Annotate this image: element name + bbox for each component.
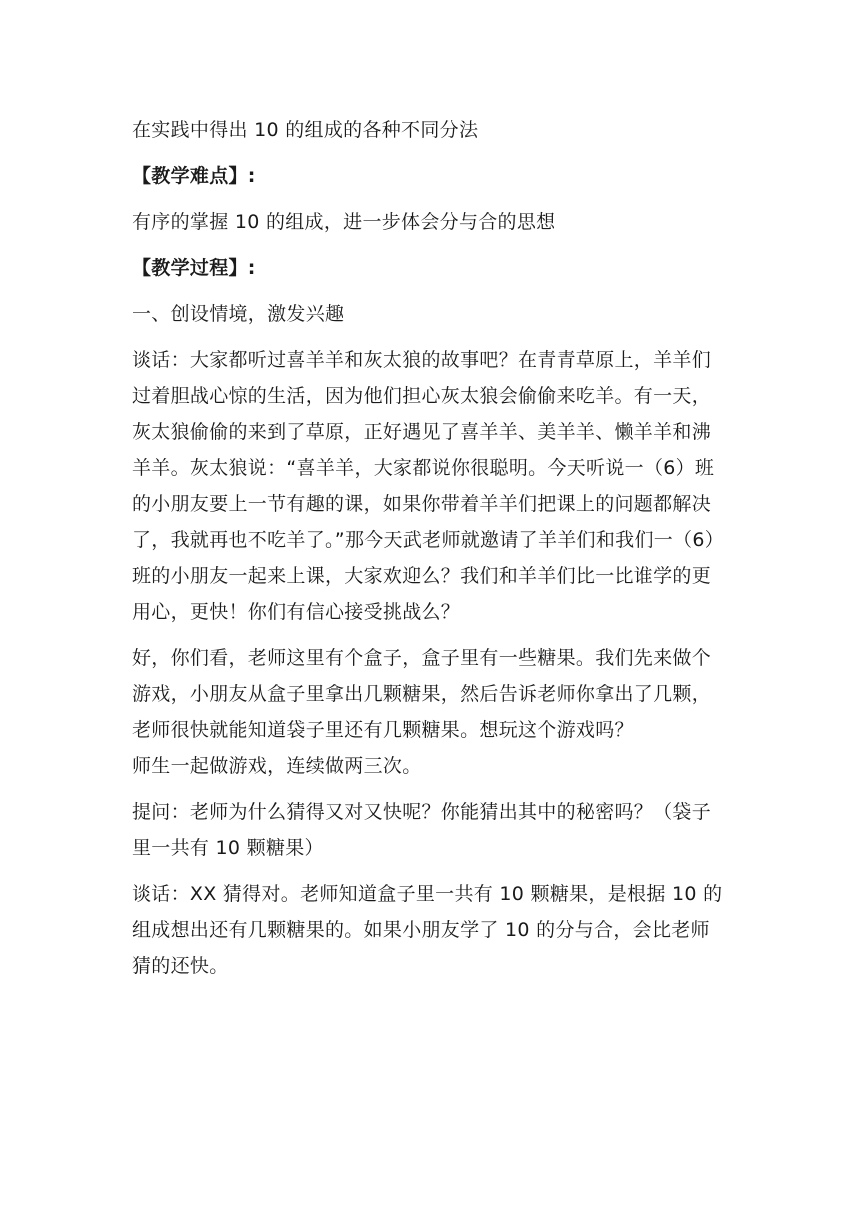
text-line: 师生一起做游戏，连续做两三次。 [132, 755, 422, 777]
heading-difficulty [132, 158, 728, 194]
text-line: 了，我就再也不吃羊了。”那今天武老师就邀请了羊羊们和我们一（6） [132, 529, 725, 551]
text-line: 组成想出还有几颗糖果的。如果小朋友学了 10 的分与合，会比老师 [132, 919, 710, 941]
text-line: 猜的还快。 [132, 955, 229, 977]
text-line: 的小朋友要上一节有趣的课，如果你带着羊羊们把课上的问题都解决 [132, 493, 712, 515]
text-line: 用心，更快！你们有信心接受挑战么？ [132, 601, 461, 623]
paragraph-story [132, 342, 728, 630]
text-line: 在实践中得出 10 的组成的各种不同分法 [132, 119, 479, 141]
paragraph-conclusion [132, 876, 728, 984]
text-line: 谈话：XX 猜得对。老师知道盒子里一共有 10 颗糖果，是根据 10 的 [132, 883, 723, 905]
text-line: 有序的掌握 10 的组成，进一步体会分与合的思想 [132, 211, 556, 233]
text-line: 【教学难点】: [132, 165, 256, 187]
paragraph-goal [132, 112, 728, 148]
text-line: 灰太狼偷偷的来到了草原，正好遇见了喜羊羊、美羊羊、懒羊羊和沸 [132, 421, 712, 443]
text-line: 提问：老师为什么猜得又对又快呢？你能猜出其中的秘密吗？（袋子 [132, 801, 712, 823]
document-body [132, 112, 728, 994]
paragraph-question [132, 794, 728, 866]
text-line: 【教学过程】: [132, 257, 256, 279]
paragraph-activity [132, 748, 728, 784]
text-line: 班的小朋友一起来上课，大家欢迎么？我们和羊羊们比一比谁学的更 [132, 565, 712, 587]
text-line: 游戏，小朋友从盒子里拿出几颗糖果，然后告诉老师你拿出了几颗， [132, 683, 712, 705]
text-line: 羊羊。灰太狼说：“喜羊羊，大家都说你很聪明。今天听说一（6）班 [132, 457, 715, 479]
heading-process [132, 250, 728, 286]
text-line: 好，你们看，老师这里有个盒子，盒子里有一些糖果。我们先来做个 [132, 647, 712, 669]
text-line: 老师很快就能知道袋子里还有几颗糖果。想玩这个游戏吗？ [132, 719, 634, 741]
paragraph-game [132, 640, 728, 748]
section-title-1 [132, 296, 728, 332]
text-line: 一、创设情境，激发兴趣 [132, 303, 345, 325]
text-line: 过着胆战心惊的生活，因为他们担心灰太狼会偷偷来吃羊。有一天， [132, 385, 712, 407]
paragraph-difficulty [132, 204, 728, 240]
text-line: 里一共有 10 颗糖果） [132, 837, 324, 859]
text-line: 谈话：大家都听过喜羊羊和灰太狼的故事吧？在青青草原上，羊羊们 [132, 349, 712, 371]
